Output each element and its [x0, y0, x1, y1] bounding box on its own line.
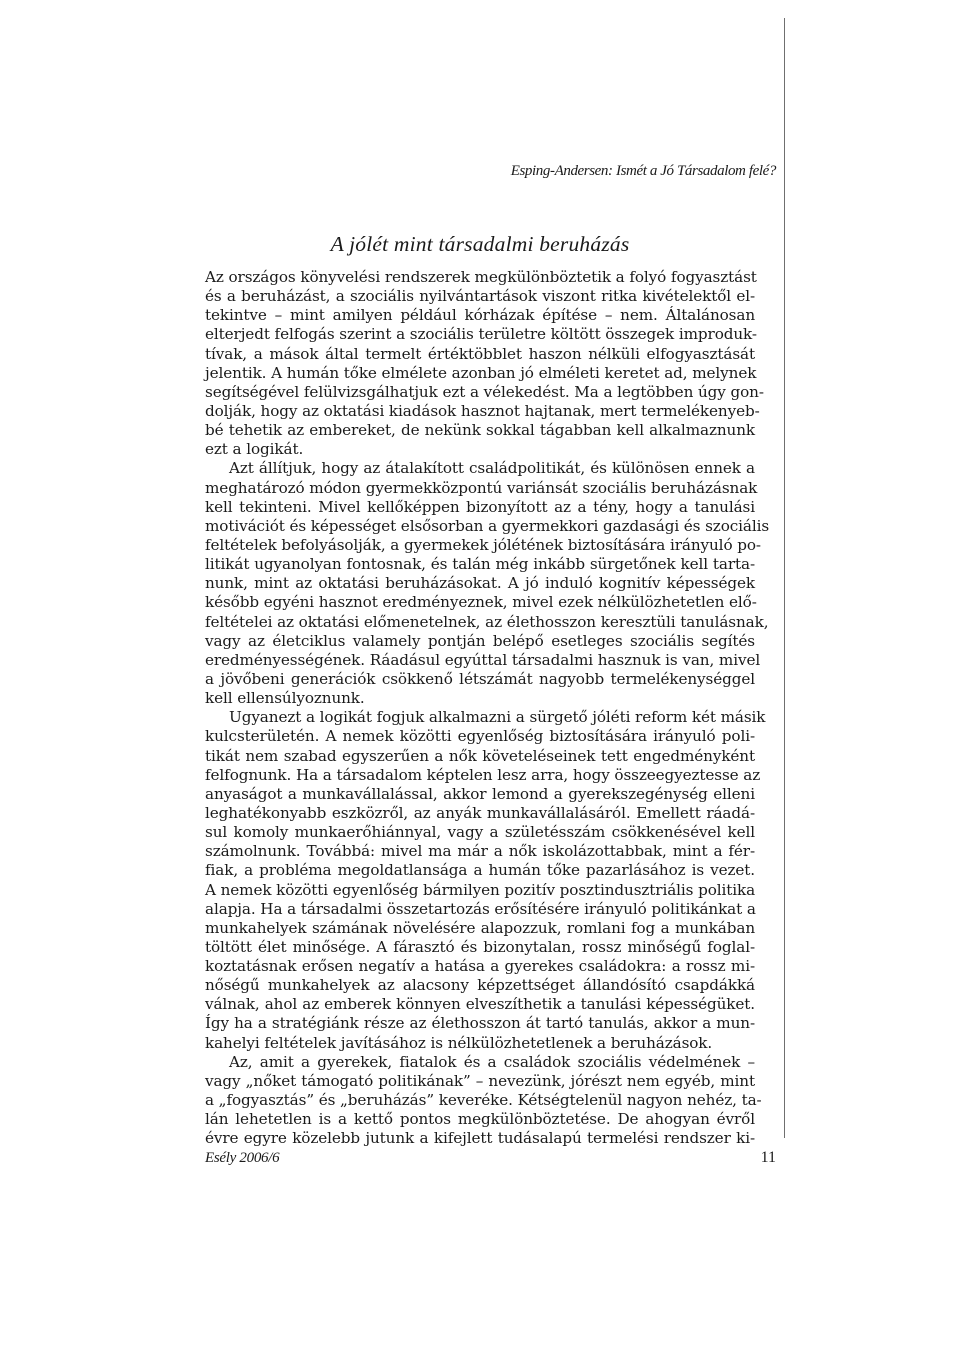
text-line: eredményességének. Ráadásul egyúttal társadalmi hasznuk is van, mivel — [205, 650, 761, 669]
text-line: vagy az életciklus valamely pontján belépő esetleges szociális segítés — [205, 631, 755, 650]
text-line: számolnunk. Továbbá: mivel ma már a nők iskolázottabbak, mint a fér- — [205, 842, 755, 861]
text-line: alapja. Ha a társadalmi összetartozás erősítésére irányuló politikánkat a — [205, 899, 756, 918]
text-line: a jövőbeni generációk csökkenő létszámát nagyobb termelékenységgel — [205, 669, 755, 688]
text-line: Ugyanezt a logikát fogjuk alkalmazni a sürgető jóléti reform két másik — [229, 708, 766, 727]
text-line: vagy „nőket támogató politikának” – nevezünk, jórészt nem egyéb, mint — [205, 1071, 755, 1090]
running-head: Esping-Andersen: Ismét a Jó Társadalom felé? — [510, 163, 776, 179]
text-line: anyaságot a munkavállalással, akkor lemond a gyerekszegénység elleni — [205, 784, 755, 803]
text-line: munkahelyek számának növelésére alapozzuk, romlani fog a munkában — [205, 918, 755, 937]
text-line: leghatékonyabb eszközről, az anyák munkavállalásáról. Emellett ráadá- — [205, 803, 755, 822]
text-line: és a beruházást, a szociális nyilvántartások viszont ritka kivételektől el- — [205, 287, 755, 306]
text-line: tekintve – mint amilyen például kórházak építése – nem. Általánosan — [205, 306, 755, 325]
text-line: felfognunk. Ha a társadalom képtelen lesz arra, hogy összeegyeztesse az — [205, 765, 761, 784]
text-line: dolják, hogy az oktatási kiadások hasznot hajtanak, mert termelékenyeb- — [205, 401, 760, 420]
text-line: fiak, a probléma megoldatlansága a humán tőke pazarlásához is vezet. — [205, 861, 755, 880]
page-number: 11 — [760, 1149, 776, 1166]
text-line: kell ellensúlyoznunk. — [205, 689, 365, 708]
text-line: elterjedt felfogás szerint a szociális területre költött összegek improduk- — [205, 325, 757, 344]
text-line: koztatásnak erősen negatív a hatása a gyerekes családokra: a rossz mi- — [205, 957, 755, 976]
text-line: tívak, a mások által termelt értéktöbblet haszon nélküli elfogyasztását — [205, 344, 755, 363]
text-line: jelentik. A humán tőke elmélete azonban jó elméleti keretet ad, melynek — [205, 363, 757, 382]
text-line: kahelyi feltételek javításához is nélkülözhetetlenek a beruházások. — [205, 1033, 713, 1052]
text-line: a „fogyasztás” és „beruházás” keveréke. Kétségtelenül nagyon nehéz, ta- — [205, 1091, 762, 1110]
section-title: A jólét mint társadalmi beruházás — [330, 232, 630, 256]
text-line: motivációt és képességet elsősorban a gyermekkori gazdasági és szociális — [205, 516, 770, 535]
text-line: Az, amit a gyerekek, fiatalok és a családok szociális védelmének – — [229, 1052, 755, 1071]
text-line: nőségű munkahelyek az alacsony képzettséget állandósító csapdákká — [205, 976, 755, 995]
text-line: évre egyre közelebb jutunk a kifejlett tudásalapú termelési rendszer ki- — [205, 1129, 755, 1148]
text-line: feltételek befolyásolják, a gyermekek jólétének biztosítására irányuló po- — [205, 535, 761, 554]
text-line: bé tehetik az embereket, de nekünk sokkal tágabban kell alkalmaznunk — [205, 421, 755, 440]
text-line: nunk, mint az oktatási beruházásokat. A jó induló kognitív képességek — [205, 574, 755, 593]
text-line: Az országos könyvelési rendszerek megkülönböztetik a folyó fogyasztást — [205, 268, 757, 286]
page-margin-rule — [784, 18, 785, 1138]
text-line: kell tekinteni. Mivel kellőképpen bizonyított az a tény, hogy a tanulási — [205, 497, 755, 516]
text-line: lán lehetetlen is a kettő pontos megkülönböztetése. De ahogyan évről — [205, 1110, 755, 1129]
text-line: tikát nem szabad egyszerűen a nők követeléseinek tett engedményként — [205, 746, 755, 765]
text-line: válnak, ahol az emberek könnyen elveszíthetik a tanulási képességüket. — [205, 995, 755, 1014]
text-line: segítségével felülvizsgálhatjuk ezt a vélekedést. Ma a legtöbben úgy gon- — [205, 382, 764, 401]
text-line: töltött élet minősége. A fárasztó és bizonytalan, rossz minőségű foglal- — [205, 937, 755, 956]
footer-journal: Esély 2006/6 — [205, 1150, 280, 1166]
text-line: feltételei az oktatási előmenetelnek, az élethosszon keresztüli tanulásnak, — [205, 612, 769, 631]
text-line: később egyéni hasznot eredményeznek, mivel ezek nélkülözhetetlen elő- — [205, 593, 757, 612]
text-line: Azt állítjuk, hogy az átalakított családpolitikát, és különösen ennek a — [229, 459, 755, 478]
text-line: Így ha a stratégiánk része az élethosszon át tartó tanulás, akkor a mun- — [205, 1014, 755, 1033]
text-line: litikát ugyanolyan fontosnak, és talán még inkább sürgetőnek kell tarta- — [205, 555, 755, 574]
text-line: meghatározó módon gyermekközpontú variánsát szociális beruházásnak — [205, 478, 758, 497]
text-line: sul komoly munkaerőhiánnyal, vagy a születésszám csökkenésével kell — [205, 823, 755, 842]
text-line: kulcsterületén. A nemek közötti egyenlőség biztosítására irányuló poli- — [205, 727, 755, 746]
text-line: A nemek közötti egyenlőség bármilyen pozitív posztindusztriális politika — [205, 880, 756, 899]
text-line: ezt a logikát. — [205, 440, 304, 459]
body-text — [205, 268, 770, 1148]
